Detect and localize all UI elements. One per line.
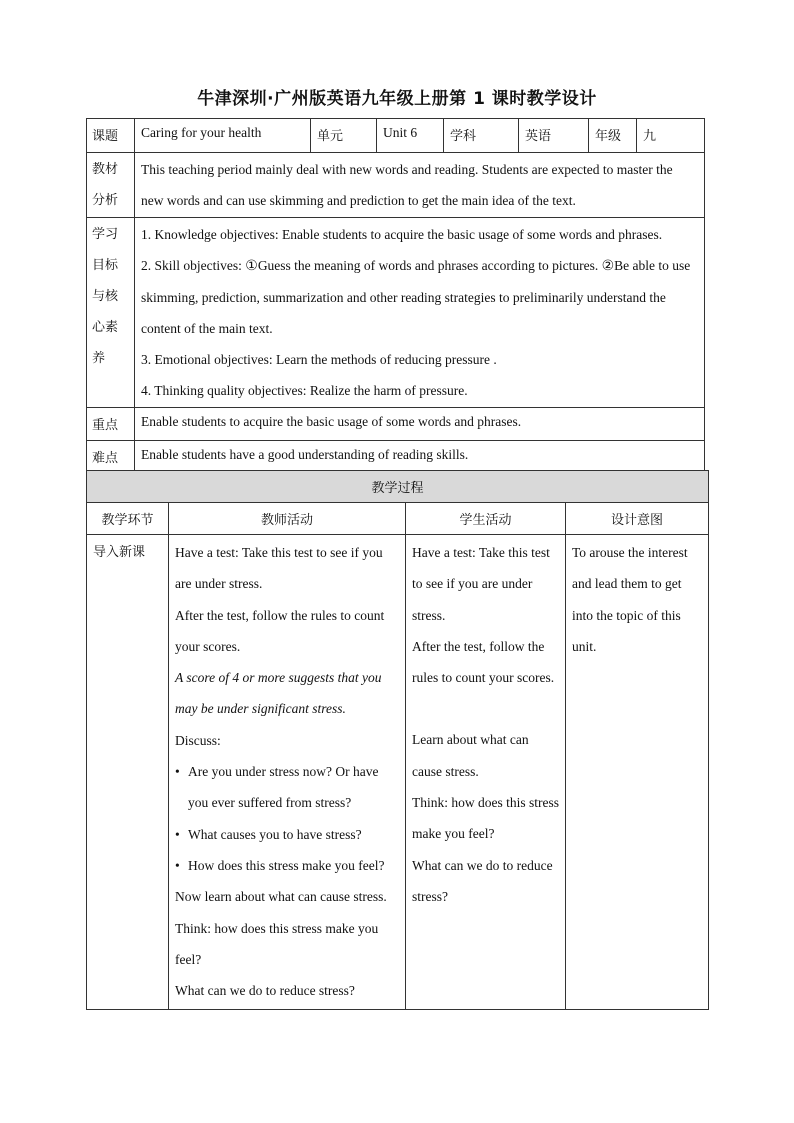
- process-heading: 教学过程: [87, 471, 709, 503]
- design-intent: To arouse the interest and lead them to get into the topic of this unit.: [566, 535, 709, 1010]
- objective-skill-b: Be able to use skimming, prediction, summarization and other reading strategies to preliminarily understand the content of the main text.: [141, 258, 691, 336]
- bullet-item: • What causes you to have stress?: [175, 819, 400, 850]
- teacher-line: After the test, follow the rules to count your scores.: [175, 607, 385, 654]
- teacher-activity: [169, 535, 406, 1010]
- objectives-label-line: 养: [92, 351, 106, 366]
- key-point-label: 重点: [87, 408, 135, 441]
- analysis-label-2: 分析: [92, 193, 119, 208]
- student-line: After the test, follow the rules to count your scores.: [412, 638, 555, 686]
- column-header: 教师活动: [169, 503, 406, 535]
- objective-skill-lead: 2. Skill objectives:: [141, 258, 242, 273]
- page-title: 牛津深圳·广州版英语九年级上册第 1 课时教学设计: [197, 89, 597, 109]
- objectives-label: [87, 218, 135, 408]
- objectives-content: [135, 218, 705, 408]
- analysis-label-1: 教材: [92, 162, 119, 177]
- lesson-info-table: [86, 118, 705, 474]
- objectives-label-line: 心素: [92, 320, 119, 335]
- stage-cell: 导入新课: [87, 535, 169, 1010]
- key-point-text: Enable students to acquire the basic usage of some words and phrases.: [135, 408, 705, 441]
- teacher-line: Now learn about what can cause stress.: [175, 889, 387, 905]
- topic-value: Caring for your health: [135, 119, 311, 153]
- circled-one: ①: [245, 258, 258, 274]
- unit-value: Unit 6: [377, 119, 444, 153]
- student-line: Have a test: Take this test to see if you are under stress.: [412, 545, 550, 623]
- grade-value: 九: [637, 119, 705, 153]
- bullet-item: • How does this stress make you feel?: [175, 850, 400, 881]
- objectives-label-line: 学习: [92, 227, 119, 242]
- teaching-process-table: [86, 470, 709, 1010]
- objectives-label-line: 与核: [92, 289, 119, 304]
- topic-label: 课题: [87, 119, 135, 153]
- teacher-italic-note: A score of 4 or more suggests that you may be under significant stress.: [175, 670, 382, 717]
- bullet-item: • Are you under stress now? Or have you ever suffered from stress?: [175, 756, 400, 819]
- student-line: Learn about what can cause stress.: [412, 732, 529, 779]
- student-activity: [406, 535, 566, 1010]
- objectives-label-line: 目标: [92, 258, 119, 273]
- objective-skill: [141, 250, 698, 344]
- objective-skill-a: Guess the meaning of words and phrases according to pictures.: [257, 258, 599, 273]
- circled-two: ②: [601, 258, 615, 274]
- student-line: Think: how does this stress make you feel?: [412, 795, 559, 842]
- teacher-line: Think: how does this stress make you feel?: [175, 920, 379, 967]
- objective-thinking: 4. Thinking quality objectives: Realize the harm of pressure.: [141, 383, 468, 398]
- student-line: What can we do to reduce stress?: [412, 857, 553, 904]
- column-header: 教学环节: [87, 503, 169, 535]
- analysis-text: This teaching period mainly deal with new words and reading. Students are expected to master the new words and can use skimming and prediction to get the main idea of the text.: [135, 153, 705, 218]
- objective-emotional: 3. Emotional objectives: Learn the methods of reducing pressure .: [141, 352, 497, 367]
- grade-label: 年级: [589, 119, 637, 153]
- difficulty-label: 难点: [87, 441, 135, 474]
- difficulty-text: Enable students have a good understanding of reading skills.: [135, 441, 705, 474]
- teacher-line: What can we do to reduce stress?: [175, 983, 355, 999]
- spacer: [412, 693, 560, 724]
- teacher-line: Have a test: Take this test to see if you are under stress.: [175, 545, 383, 592]
- subject-value: 英语: [519, 119, 589, 153]
- column-header: 学生活动: [406, 503, 566, 535]
- objective-knowledge: 1. Knowledge objectives: Enable students to acquire the basic usage of some words and phrases.: [141, 227, 663, 242]
- analysis-label: [87, 153, 135, 218]
- unit-label: 单元: [311, 119, 377, 153]
- subject-label: 学科: [444, 119, 519, 153]
- column-header: 设计意图: [566, 503, 709, 535]
- teacher-discuss: Discuss:: [175, 732, 221, 748]
